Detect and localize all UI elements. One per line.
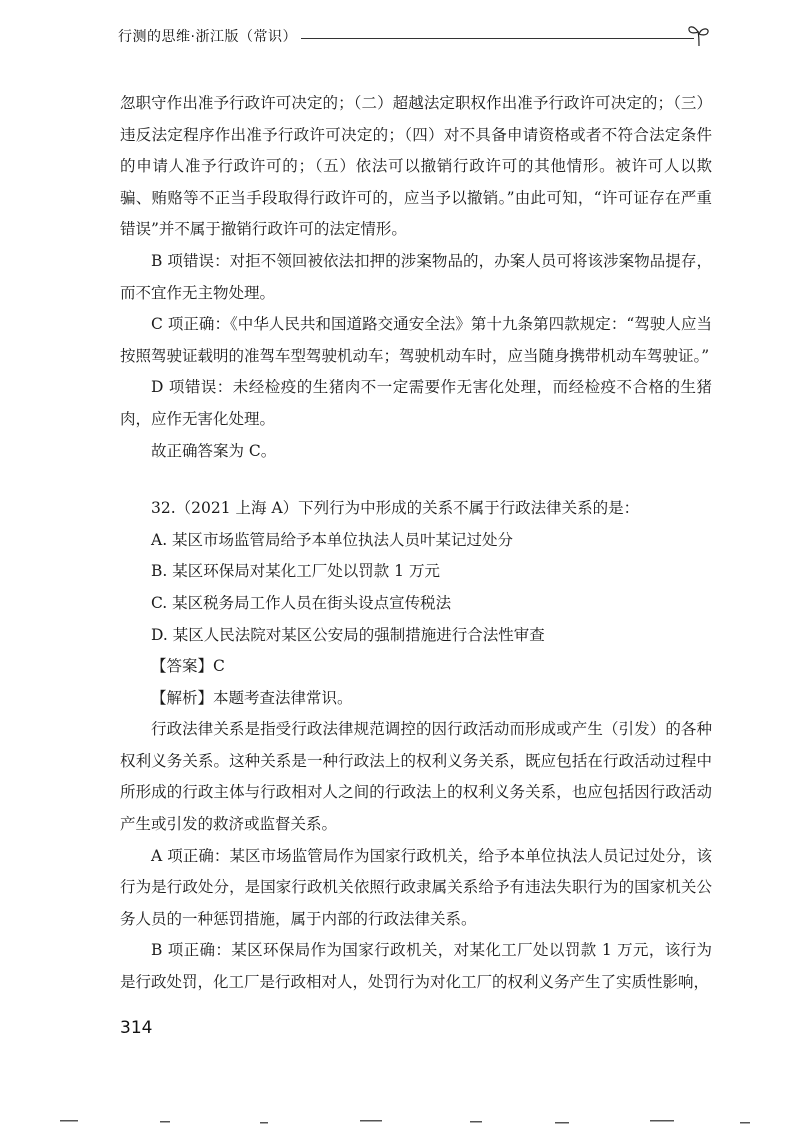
question-stem: 32.（2021 上海 A）下列行为中形成的关系不属于行政法律关系的是：: [151, 499, 640, 518]
question-option-b: B. 某区环保局对某化工厂处以罚款 1 万元: [151, 562, 440, 581]
option-b-analysis: B 项正确：某区环保局作为国家行政机关，对某化工厂处以罚款 1 万元，该行为是行政处罚，化工厂是行政相对人，处罚行为对化工厂的权利义务产生了实质性影响，: [120, 941, 712, 992]
definition-paragraph: 行政法律关系是指受行政法律规范调控的因行政活动而形成或产生（引发）的各种权利义务关系。这种关系是一种行政法上的权利义务关系，既应包括在行政活动过程中所形成的行政主体与行政相对人之间的行政法上的权利义务关系，也应包括因行政活动产生或引发的救济或监督关系。: [120, 720, 712, 834]
answer-label: 【答案】: [151, 657, 214, 676]
answer-conclusion: 故正确答案为 C。: [151, 441, 277, 460]
question-option-d: D. 某区人民法院对某区公安局的强制措施进行合法性审查: [151, 625, 545, 644]
analysis-intro: 本题考查法律常识。: [213, 688, 353, 707]
analysis-label: 【解析】: [151, 688, 214, 707]
header-title: 行测的思维·浙江版（常识）: [118, 29, 297, 45]
continuation-paragraph: 忽职守作出准予行政许可决定的；（二）超越法定职权作出准予行政许可决定的；（三）违反法定程序作出准予行政许可决定的；（四）对不具备申请资格或者不符合法定条件的申请人准予行政许可的；（五）依法可以撤销行政许可的其他情形。被许可人以欺骗、贿赂等不正当手段取得行政许可的，应当予以撤销。”由此可知，“许可证存在严重错误”并不属于撤销行政许可的法定情形。: [120, 94, 712, 239]
question-option-a: A. 某区市场监管局给予本单位执法人员叶某记过处分: [151, 530, 514, 549]
option-c-explanation: C 项正确：《中华人民共和国道路交通安全法》第十九条第四款规定：“驾驶人应当按照驾驶证载明的准驾车型驾驶机动车；驾驶机动车时，应当随身携带机动车驾驶证。”: [120, 315, 712, 365]
option-d-explanation: D 项错误：未经检疫的生猪肉不一定需要作无害化处理，而经检疫不合格的生猪肉，应作无害化处理。: [120, 378, 712, 428]
option-a-analysis: A 项正确：某区市场监管局作为国家行政机关，给予本单位执法人员记过处分，该行为是行政处分，是国家行政机关依照行政隶属关系给予有违法失职行为的国家机关公务人员的一种惩罚措施，属于内部的行政法律关系。: [120, 846, 712, 928]
option-b-explanation: B 项错误：对拒不领回被依法扣押的涉案物品的，办案人员可将该涉案物品提存，而不宜作无主物处理。: [120, 251, 712, 302]
question-option-c: C. 某区税务局工作人员在街头设点宣传税法: [151, 593, 452, 612]
page-number: 314: [120, 1018, 153, 1038]
answer-value: C: [213, 657, 225, 676]
